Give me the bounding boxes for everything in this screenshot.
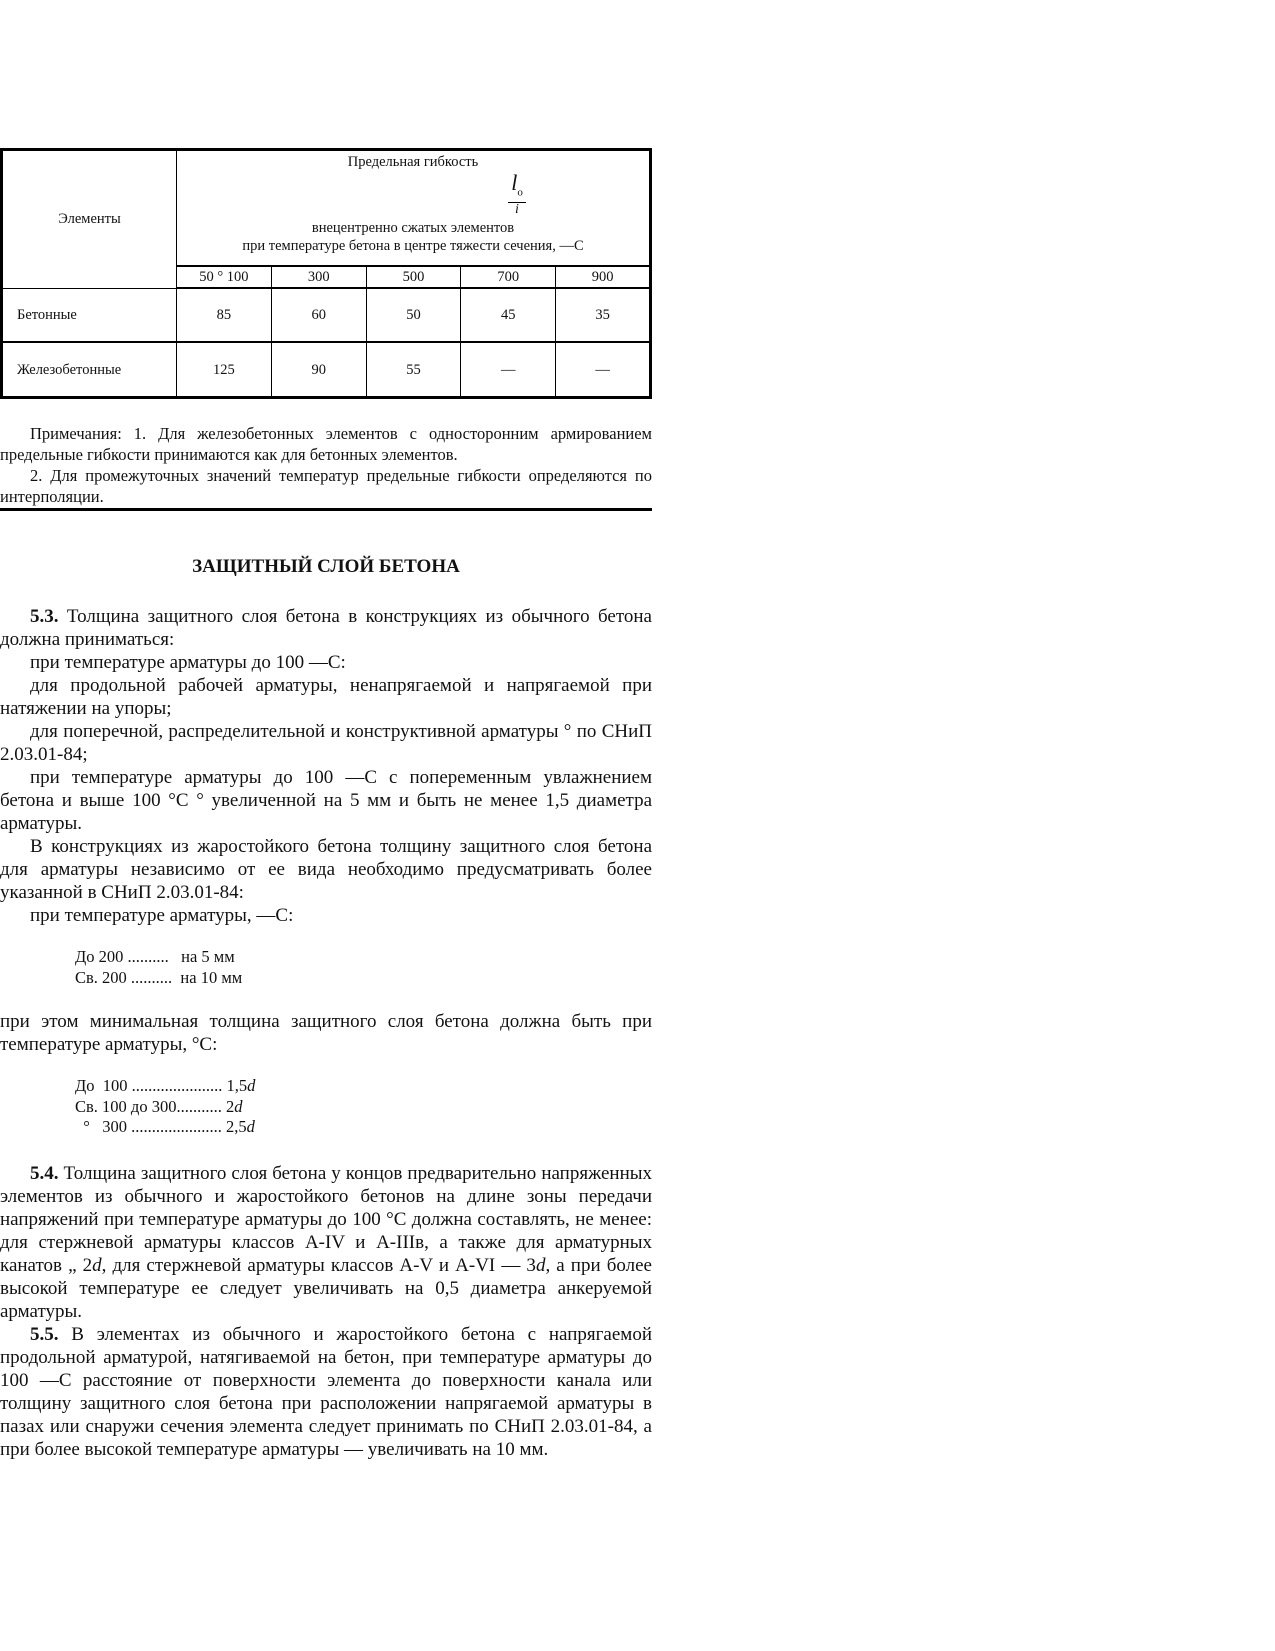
paragraph: при температуре арматуры до 100 —С с попеременным увлажнением бетона и выше 100 °С ° увеличенной на 5 мм и быть не менее 1,5 диаметра арматуры. [0,767,652,834]
list-item: До 200 .......... на 5 мм [75,947,235,966]
paragraph-5-3: 5.3. Толщина защитного слоя бетона в конструкциях из обычного бетона должна приниматься: [0,606,652,650]
paragraph: при температуре арматуры до 100 —С: [30,652,346,673]
paragraph: для продольной рабочей арматуры, ненапрягаемой и напрягаемой при натяжении на упоры; [0,675,652,719]
table-notes [0,423,652,511]
page-content [0,148,652,1461]
temp-col-4: 700 [461,266,556,288]
paragraph-5-5: 5.5. В элементах из обычного и жаростойкого бетона с напрягаемой продольной арматурой, натягиваемой на бетон, при температуре арматуры до 100 —С расстояние от поверхности элемента до поверхности канала или толщину защитного слоя бетона при расположении напрягаемой арматуры в пазах или снаружи сечения элемента следует принимать по СНиП 2.03.01-84, а при более высокой температуре арматуры — увеличивать на 10 мм. [0,1323,652,1460]
fraction-denominator: i [515,202,519,218]
table-row [2,342,651,398]
list-item: Св. 100 до 300........... 2d [75,1096,243,1116]
fraction-numerator: $l_o$ [511,170,523,199]
row-name-concrete: Бетонные [2,288,177,342]
temp-col-3: 500 [366,266,461,288]
list-item: Св. 200 .......... на 10 мм [75,967,243,987]
temp-col-5: 900 [556,266,651,288]
temp-col-2: 300 [271,266,366,288]
slenderness-table [0,148,652,399]
clause-number: 5.5. [30,1323,59,1345]
table-cell: 35 [556,288,651,342]
limit-slenderness-header [177,150,651,267]
table-cell: 50 [366,288,461,342]
paragraph: при температуре арматуры, —С: [30,905,294,926]
clause-number: 5.3. [30,606,59,627]
note-1: Примечания: 1. Для железобетонных элементов с односторонним армированием предельные гибкости принимаются как для бетонных элементов. [0,424,652,464]
col-elements-header: Элементы [2,150,177,289]
list-item: До 100 ...................... 1,5d [75,1076,256,1095]
table-cell: 125 [177,342,272,398]
section-title: ЗАЩИТНЫЙ СЛОЙ БЕТОНА [192,556,460,577]
note-2: 2. Для промежуточных значений температур предельные гибкости определяются по интерполяции. [0,466,652,506]
table-cell: — [556,342,651,398]
temperature-list-1 [75,947,652,988]
table-row [2,288,651,342]
slenderness-fraction [507,170,527,218]
header-title: Предельная гибкость [347,154,479,170]
row-name-reinforced: Железобетонные [2,342,177,398]
table-cell: — [461,342,556,398]
clause-number: 5.4. [30,1162,59,1184]
table-cell: 55 [366,342,461,398]
paragraph-min-thickness: при этом минимальная толщина защитного слоя бетона должна быть при температуре арматуры, °С: [0,1011,652,1055]
table-cell: 60 [271,288,366,342]
table-cell: 90 [271,342,366,398]
body-text [0,605,652,1461]
header-line-3: при температуре бетона в центре тяжести сечения, —С [242,238,584,255]
paragraph: для поперечной, распределительной и конструктивной арматуры ° по СНиП 2.03.01-84; [0,721,652,765]
table-cell: 45 [461,288,556,342]
paragraph-5-4: 5.4. Толщина защитного слоя бетона у концов предварительно напряженных элементов из обычного и жаростойкого бетонов на длине зоны передачи напряжений при температуре арматуры до 100 °С должна составлять, не менее: для стержневой арматуры классов А-IV и А-IIIв, а также для арматурных канатов „ 2d, для стержневой арматуры классов А-V и А-VI — 3d, а при более высокой температуре ее следует увеличивать на 0,5 диаметра анкеруемой арматуры. [0,1162,652,1322]
paragraph: В конструкциях из жаростойкого бетона толщину защитного слоя бетона для арматуры независимо от ее вида необходимо предусматривать более указанной в СНиП 2.03.01-84: [0,836,652,903]
temp-col-1: 50 ° 100 [177,266,272,288]
list-item: ° 300 ...................... 2,5d [75,1117,255,1136]
table-cell: 85 [177,288,272,342]
temperature-list-2 [75,1076,652,1138]
header-line-2: внецентренно сжатых элементов [311,220,515,237]
